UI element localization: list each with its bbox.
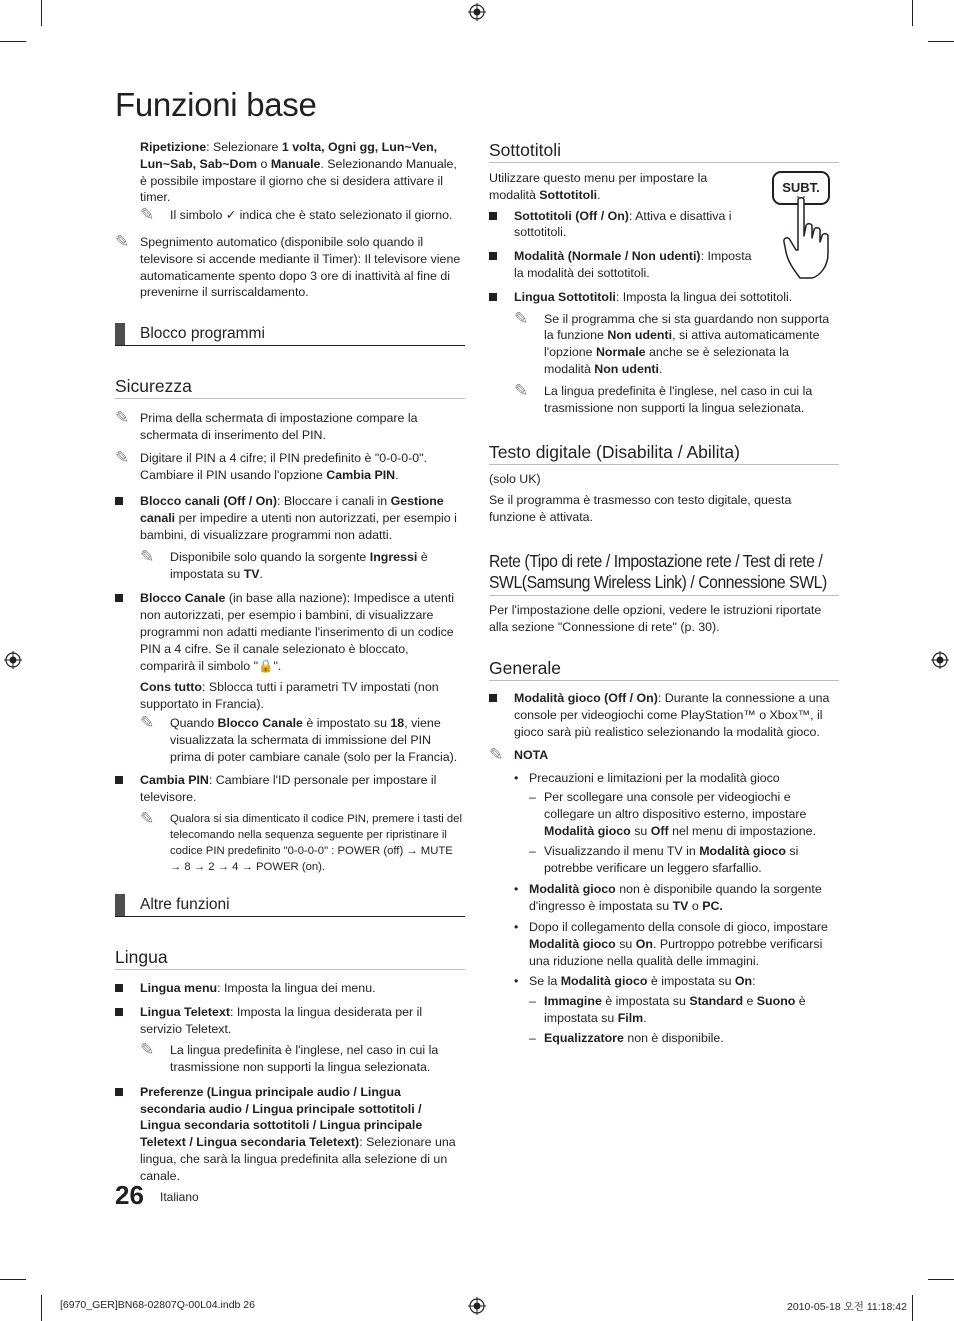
section-heading-sottotitoli: Sottotitoli — [489, 139, 839, 163]
text: . Selezionando Manuale, è possibile impostare il giorno che si desidera attivare il timer. — [140, 156, 457, 205]
nota-label — [489, 744, 839, 764]
list-item — [489, 289, 839, 306]
text: Se la — [529, 974, 561, 989]
text: 1 volta, Ogni gg, Lun~Ven, Lun~Sab, Sab~Dom — [140, 140, 438, 171]
text: Suono — [756, 994, 796, 1009]
crop-mark — [0, 1279, 26, 1280]
note — [115, 410, 465, 444]
bullet-square-icon — [115, 594, 123, 602]
note-text: La lingua predefinita è l'inglese, nel caso in cui la trasmissione non supporti la lingua selezionata. — [170, 1043, 439, 1075]
text: Utilizzare questo menu per impostare la modalità — [489, 171, 708, 202]
text: si potrebbe verificare un leggero sfarfallio. — [544, 843, 799, 875]
dash-icon: – — [529, 994, 536, 1009]
text: per impedire a utenti non autorizzati, per esempio i bambini, di visualizzare programmi non adatti. — [140, 511, 457, 542]
note-text: La lingua predefinita è l'inglese, nel caso in cui la trasmissione non supporti la lingua selezionata. — [544, 383, 813, 415]
bullet-square-icon — [489, 694, 497, 702]
registration-mark-icon — [931, 651, 949, 669]
registration-mark-icon — [468, 3, 486, 21]
text: non è disponibile. — [623, 1030, 724, 1045]
note-pencil-icon: ✎ — [140, 1040, 155, 1060]
note-pencil-icon: ✎ — [514, 308, 529, 328]
page-title: Funzioni base — [115, 86, 317, 123]
list-item — [489, 843, 839, 877]
note — [140, 546, 465, 583]
dash-icon: – — [529, 790, 536, 805]
text: anche se è selezionata la modalità — [544, 345, 789, 376]
crop-mark — [912, 1295, 913, 1321]
text: Non udenti — [607, 328, 673, 343]
ripetizione-label: Ripetizione — [140, 140, 207, 154]
text: . — [658, 361, 663, 376]
text: . — [395, 467, 399, 482]
registration-mark-icon — [4, 651, 22, 669]
text: è impostato su — [302, 715, 391, 730]
list-item — [489, 690, 839, 740]
section-heading-testo-digitale: Testo digitale (Disabilita / Abilita) — [489, 441, 839, 465]
text: . — [259, 566, 263, 581]
list-item — [489, 770, 839, 787]
note-text: Quando — [170, 715, 218, 730]
bullet-square-icon — [489, 212, 497, 220]
note-text: Se il programma che si sta guardando non supporta la funzione — [544, 311, 830, 343]
text: Modalità gioco (Off / On) — [514, 691, 658, 706]
text: è impostata su — [647, 974, 735, 989]
text: . Purtroppo potrebbe verificarsi una riduzione nella qualità delle immagini. — [529, 936, 823, 968]
list-item — [489, 248, 754, 282]
bullet-dot-icon: • — [514, 882, 519, 897]
text: Cons tutto — [140, 680, 202, 695]
list-item — [115, 493, 465, 543]
text: Modalità gioco — [699, 843, 786, 858]
text: TV — [243, 566, 260, 581]
text: e — [743, 994, 757, 1009]
bullet-dot-icon: • — [514, 974, 519, 989]
bullet-dot-icon: • — [514, 770, 519, 785]
note-pencil-icon: ✎ — [489, 744, 504, 764]
footer-file: [6970_GER]BN68-02807Q-00L04.indb 26 — [60, 1299, 255, 1311]
bullet-square-icon — [115, 497, 123, 505]
bullet-square-icon — [115, 1088, 123, 1096]
text: . — [597, 187, 601, 202]
list-item — [489, 881, 839, 915]
sottotitoli-intro — [489, 170, 729, 204]
text: Modalità gioco — [529, 936, 616, 951]
text: : Imposta la lingua dei sottotitoli. — [615, 289, 793, 304]
text: Modalità gioco — [544, 823, 631, 838]
text: su — [630, 823, 651, 838]
cons-tutto-paragraph — [115, 679, 465, 713]
list-item — [115, 590, 465, 674]
testo-digitale-text: Se il programma è trasmesso con testo digitale, questa funzione è attivata. — [489, 493, 792, 524]
footer-date: 2010-05-18 오전 11:18:42 — [787, 1301, 907, 1313]
subt-button: SUBT. — [772, 171, 830, 205]
text: Modalità gioco — [560, 974, 648, 989]
text: Ingressi — [369, 549, 418, 564]
note-pencil-icon: ✎ — [140, 712, 155, 732]
note-pencil-icon: ✎ — [140, 205, 155, 225]
note — [115, 447, 465, 484]
note-pencil-icon: ✎ — [115, 408, 130, 428]
dash-icon: – — [529, 843, 536, 858]
note — [514, 380, 839, 417]
text: . — [643, 1010, 647, 1025]
crop-mark — [928, 41, 954, 42]
text: nel menu di impostazione. — [668, 823, 817, 838]
text: su — [615, 936, 636, 951]
text: : Durante la connessione a una console per videogiochi come PlayStation™ o Xbox™, il gioco sarà più realistico selezionando la modalità gioco. — [514, 691, 830, 739]
text: , viene visualizzata la schermata di immissione del PIN prima di poter cambiare canale (solo per la Francia). — [170, 715, 458, 764]
text: : — [752, 974, 756, 989]
text: 18 — [390, 715, 405, 730]
text: Non udenti — [594, 361, 659, 376]
crop-mark — [0, 41, 26, 42]
text: Off — [650, 823, 669, 838]
text: : Selezionare una lingua, che sarà la lingua predefinita alla selezione di un canale. — [140, 1135, 456, 1183]
page-number: 26 — [115, 1180, 144, 1210]
section-heading-altre-funzioni: Altre funzioni — [115, 894, 465, 917]
text: NOTA — [514, 747, 549, 762]
note-text: Prima della schermata di impostazione compare la schermata di inserimento del PIN. — [140, 411, 418, 442]
note-text: Disponibile solo quando la sorgente — [170, 549, 370, 564]
text: Standard — [689, 994, 744, 1009]
text: Sottotitoli (Off / On) — [514, 208, 629, 223]
note — [140, 712, 465, 765]
text: Sottotitoli — [539, 187, 598, 202]
text: : Attiva e disattiva i sottotitoli. — [514, 208, 732, 240]
ripetizione-paragraph — [115, 139, 465, 206]
text: : Selezionare — [206, 140, 282, 154]
bullet-dot-icon: • — [514, 919, 519, 934]
crop-mark — [41, 1295, 42, 1321]
text: Blocco Canale — [217, 715, 303, 730]
text: : Cambiare l'ID personale per impostare il televisore. — [140, 773, 437, 805]
dash-icon: – — [529, 1030, 536, 1045]
note — [140, 207, 465, 224]
section-heading-rete: Rete (Tipo di rete / Impostazione rete / Test di rete / SWL(Samsung Wireless Link) / Connessione SWL) — [489, 551, 839, 596]
text: Dopo il collegamento della console di gioco, impostare — [529, 919, 828, 934]
text: è impostata su — [544, 994, 806, 1025]
text: Gestione canali — [140, 494, 444, 526]
text: On — [734, 974, 753, 989]
note-pencil-icon: ✎ — [140, 546, 155, 566]
rete-text: Per l'impostazione delle opzioni, vedere le istruzioni riportate alla sezione "Connessione di rete" (p. 30). — [489, 602, 822, 634]
section-heading-generale: Generale — [489, 657, 839, 681]
registration-mark-icon — [468, 1297, 486, 1315]
note-text: Spegnimento automatico (disponibile solo quando il televisore si accende mediante il Timer): Il televisore viene automaticamente spento dopo 3 ore di inattività al fine di prevenirne il surriscaldamento. — [140, 234, 461, 300]
text: Per scollegare una console per videogiochi e collegare un altro dispositivo esterno, impostare — [544, 790, 807, 822]
section-heading-blocco-programmi: Blocco programmi — [115, 323, 465, 346]
crop-mark — [912, 0, 913, 26]
text: : Imposta la lingua dei menu. — [217, 980, 376, 995]
text: PC. — [702, 899, 723, 914]
text: Immagine — [544, 994, 602, 1009]
list-item — [489, 789, 839, 839]
text: Blocco canali (Off / On) — [140, 494, 277, 509]
list-item — [489, 919, 839, 969]
text: On — [635, 936, 653, 951]
bullet-square-icon — [489, 252, 497, 260]
text: Manuale — [270, 156, 321, 171]
text: Blocco Canale — [140, 591, 226, 606]
text: Normale — [595, 345, 646, 360]
note-text: Qualora si sia dimenticato il codice PIN, premere i tasti del telecomando nella sequenza seguente per ripristinare il codice PIN predefinito "0-0-0-0" : POWER (off) → MUTE → 8 → 2 → 4 → POWER (on). — [170, 812, 462, 873]
text: , si attiva automaticamente l'opzione — [544, 328, 820, 360]
text: Precauzioni e limitazioni per la modalità gioco — [529, 770, 780, 785]
list-item — [115, 772, 465, 806]
text: o — [257, 156, 271, 171]
note-pencil-icon: ✎ — [140, 808, 155, 828]
text: Equalizzatore — [544, 1030, 624, 1045]
note-pencil-icon: ✎ — [115, 231, 130, 251]
note — [140, 808, 465, 875]
note — [140, 1042, 465, 1076]
list-item — [115, 1084, 465, 1185]
text: Lingua Teletext — [140, 1004, 230, 1019]
section-heading-sicurezza: Sicurezza — [115, 375, 465, 399]
list-item — [489, 973, 839, 990]
text: : Bloccare i canali in — [277, 494, 391, 509]
text: non è disponibile quando la sorgente d'ingresso è impostata su — [529, 882, 822, 914]
list-item — [489, 993, 839, 1027]
text: Cambia PIN — [326, 467, 396, 482]
text: : Imposta la lingua desiderata per il servizio Teletext. — [140, 1004, 423, 1036]
text: Cambia PIN — [140, 773, 209, 788]
text: Preferenze (Lingua principale audio / Lingua secondaria audio / Lingua principale sottotitoli / Lingua secondaria sottotitoli / Lingua principale Teletext / Lingua secondaria Teletext) — [140, 1084, 423, 1150]
text: Film — [617, 1010, 644, 1025]
text: Visualizzando il menu TV in — [544, 843, 700, 858]
text: : Imposta la modalità dei sottotitoli. — [514, 249, 752, 280]
bullet-square-icon — [489, 293, 497, 301]
text: o — [688, 899, 703, 914]
text: è impostata su — [601, 994, 690, 1009]
text: è impostata su — [170, 549, 428, 581]
note — [514, 308, 839, 378]
note-pencil-icon: ✎ — [115, 447, 130, 467]
text: Modalità gioco — [529, 882, 616, 897]
list-item — [489, 1030, 839, 1047]
note-text: Il simbolo ✓ indica che è stato selezionato il giorno. — [170, 208, 453, 223]
crop-mark — [41, 0, 42, 26]
text: Lingua menu — [140, 980, 218, 995]
hand-pointer-icon — [782, 196, 842, 280]
testo-digitale-uk: (solo UK) — [489, 472, 541, 487]
crop-mark — [928, 1279, 954, 1280]
text: Modalità (Normale / Non udenti) — [514, 249, 701, 264]
text: : Sblocca tutti i parametri TV impostati (non supportato in Francia). — [140, 680, 439, 712]
list-item — [115, 1004, 465, 1038]
list-item — [489, 208, 754, 242]
text: Lingua Sottotitoli — [514, 289, 616, 304]
note-pencil-icon: ✎ — [514, 380, 529, 400]
left-column — [115, 139, 465, 1185]
note-text: Digitare il PIN a 4 cifre; il PIN predefinito è "0-0-0-0". Cambiare il PIN usando l'opzione — [140, 450, 428, 482]
page-language: Italiano — [160, 1190, 199, 1204]
bullet-square-icon — [115, 776, 123, 784]
list-item — [115, 980, 465, 997]
text: TV — [672, 899, 689, 914]
note — [115, 231, 465, 301]
bullet-square-icon — [115, 984, 123, 992]
bullet-square-icon — [115, 1008, 123, 1016]
text: (in base alla nazione): Impedisce a utenti non autorizzati, per esempio i bambini, di visualizzare programmi non adatti mediante l'inserimento di un codice PIN a 4 cifre. Se il canale selezionato è bloccato, comparirà il simbolo "🔒". — [140, 591, 455, 673]
section-heading-lingua: Lingua — [115, 946, 465, 970]
